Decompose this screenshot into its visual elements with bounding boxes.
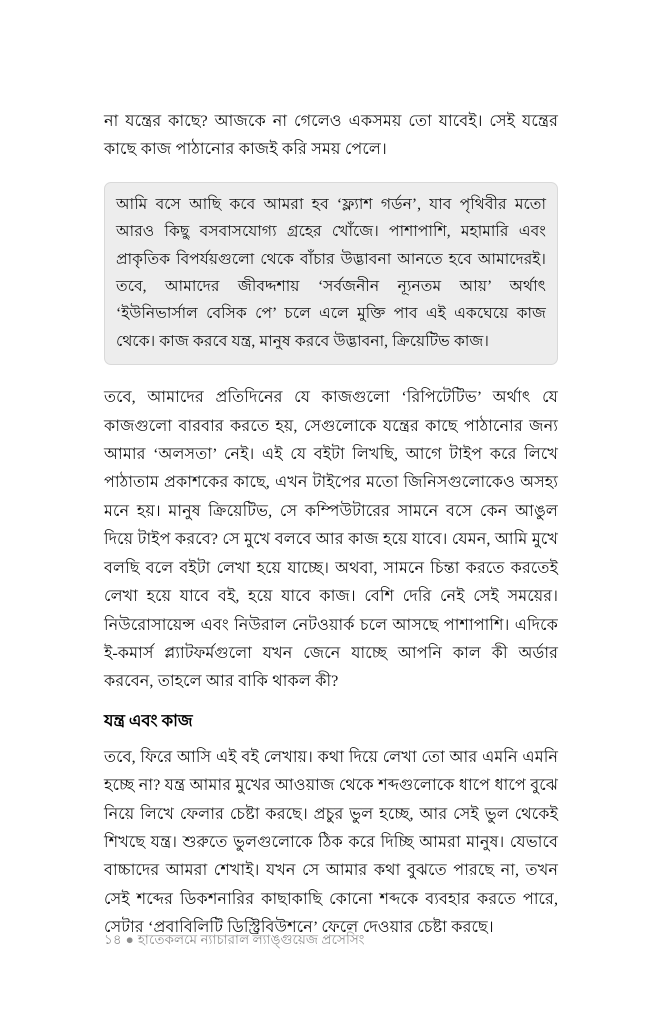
page-content <box>104 107 558 942</box>
footer-book-title: হাতেকলমে ন্যাচারাল ল্যাঙ্গুয়েজ প্রসেসিং <box>137 932 365 947</box>
footer-separator-bullet: ● <box>125 932 134 947</box>
callout-text: আমি বসে আছি কবে আমরা হব ‘ফ্ল্যাশ গর্ডন’, যাব পৃথিবীর মতো আরও কিছু বসবাসযোগ্য গ্রহের খোঁজে। পাশাপাশি, মহামারি এবং প্রাকৃতিক বিপর্যয়গুলো থেকে বাঁচার উদ্ভাবনা আনতে হবে আমাদেরই। তবে, আমাদের জীবদ্দশায় ‘সর্বজনীন ন্যূনতম আয়’ অর্থাৎ ‘ইউনিভার্সাল বেসিক পে’ চলে এলে মুক্তি পাব এই একঘেয়ে কাজ থেকে। কাজ করবে যন্ত্র, মানুষ করবে উদ্ভাবনা, ক্রিয়েটিভ কাজ। <box>116 195 546 350</box>
section-heading: যন্ত্র এবং কাজ <box>104 710 193 730</box>
page-number: ১৪ <box>104 932 122 947</box>
page-footer <box>104 930 564 950</box>
paragraph-two: তবে, আমাদের প্রতিদিনের যে কাজগুলো ‘রিপিটেটিভ’ অর্থাৎ যে কাজগুলো বারবার করতে হয়, সেগুলোকে যন্ত্রের কাছে পাঠানোর জন্য আমার ‘অলসতা’ নেই। এই যে বইটা লিখছি, আগে টাইপ করে লিখে পাঠাতাম প্রকাশকের কাছে, এখন টাইপের মতো জিনিসগুলোকেও অসহ্য মনে হয়। মানুষ ক্রিয়েটিভ, সে কম্পিউটারের সামনে বসে কেন আঙুল দিয়ে টাইপ করবে? সে মুখে বলবে আর কাজ হয়ে যাবে। যেমন, আমি মুখে বলছি বলে বইটা লেখা হয়ে যাচ্ছে। অথবা, সামনে চিন্তা করতে করতেই লেখা হয়ে যাবে বই, হয়ে যাবে কাজ। বেশি দেরি নেই সেই সময়ের। নিউরোসায়েন্স এবং নিউরাল নেটওয়ার্ক চলে আসছে পাশাপাশি। এদিকে ই-কমার্স প্ল্যাটফর্মগুলো যখন জেনে যাচ্ছে আপনি কাল কী অর্ডার করবেন, তাহলে আর বাকি থাকল কী? <box>104 388 558 691</box>
heading-spacer <box>104 696 558 708</box>
paragraph-three: তবে, ফিরে আসি এই বই লেখায়। কথা দিয়ে লেখা তো আর এমনি এমনি হচ্ছে না? যন্ত্র আমার মুখের আওয়াজ থেকে শব্দগুলোকে ধাপে ধাপে বুঝে নিয়ে লিখে ফেলার চেষ্টা করছে। প্রচুর ভুল হচ্ছে, আর সেই ভুল থেকেই শিখছে যন্ত্র। শুরুতে ভুলগুলোকে ঠিক করে দিচ্ছি আমরা মানুষ। যেভাবে বাচ্চাদের আমরা শেখাই। যখন সে আমার কথা বুঝতে পারছে না, তখন সেই শব্দের ডিকশনারির কাছাকাছি কোনো শব্দকে ব্যবহার করতে পারে, সেটার ‘প্রবাবিলিটি ডিস্ট্রিবিউশনে’ ফেলে দেওয়ার চেষ্টা করছে। <box>104 747 558 937</box>
intro-paragraph: না যন্ত্রের কাছে? আজকে না গেলেও একসময় তো যাবেই। সেই যন্ত্রের কাছে কাজ পাঠানোর কাজই করি সময় পেলে। <box>104 112 558 159</box>
callout-box <box>104 182 558 365</box>
